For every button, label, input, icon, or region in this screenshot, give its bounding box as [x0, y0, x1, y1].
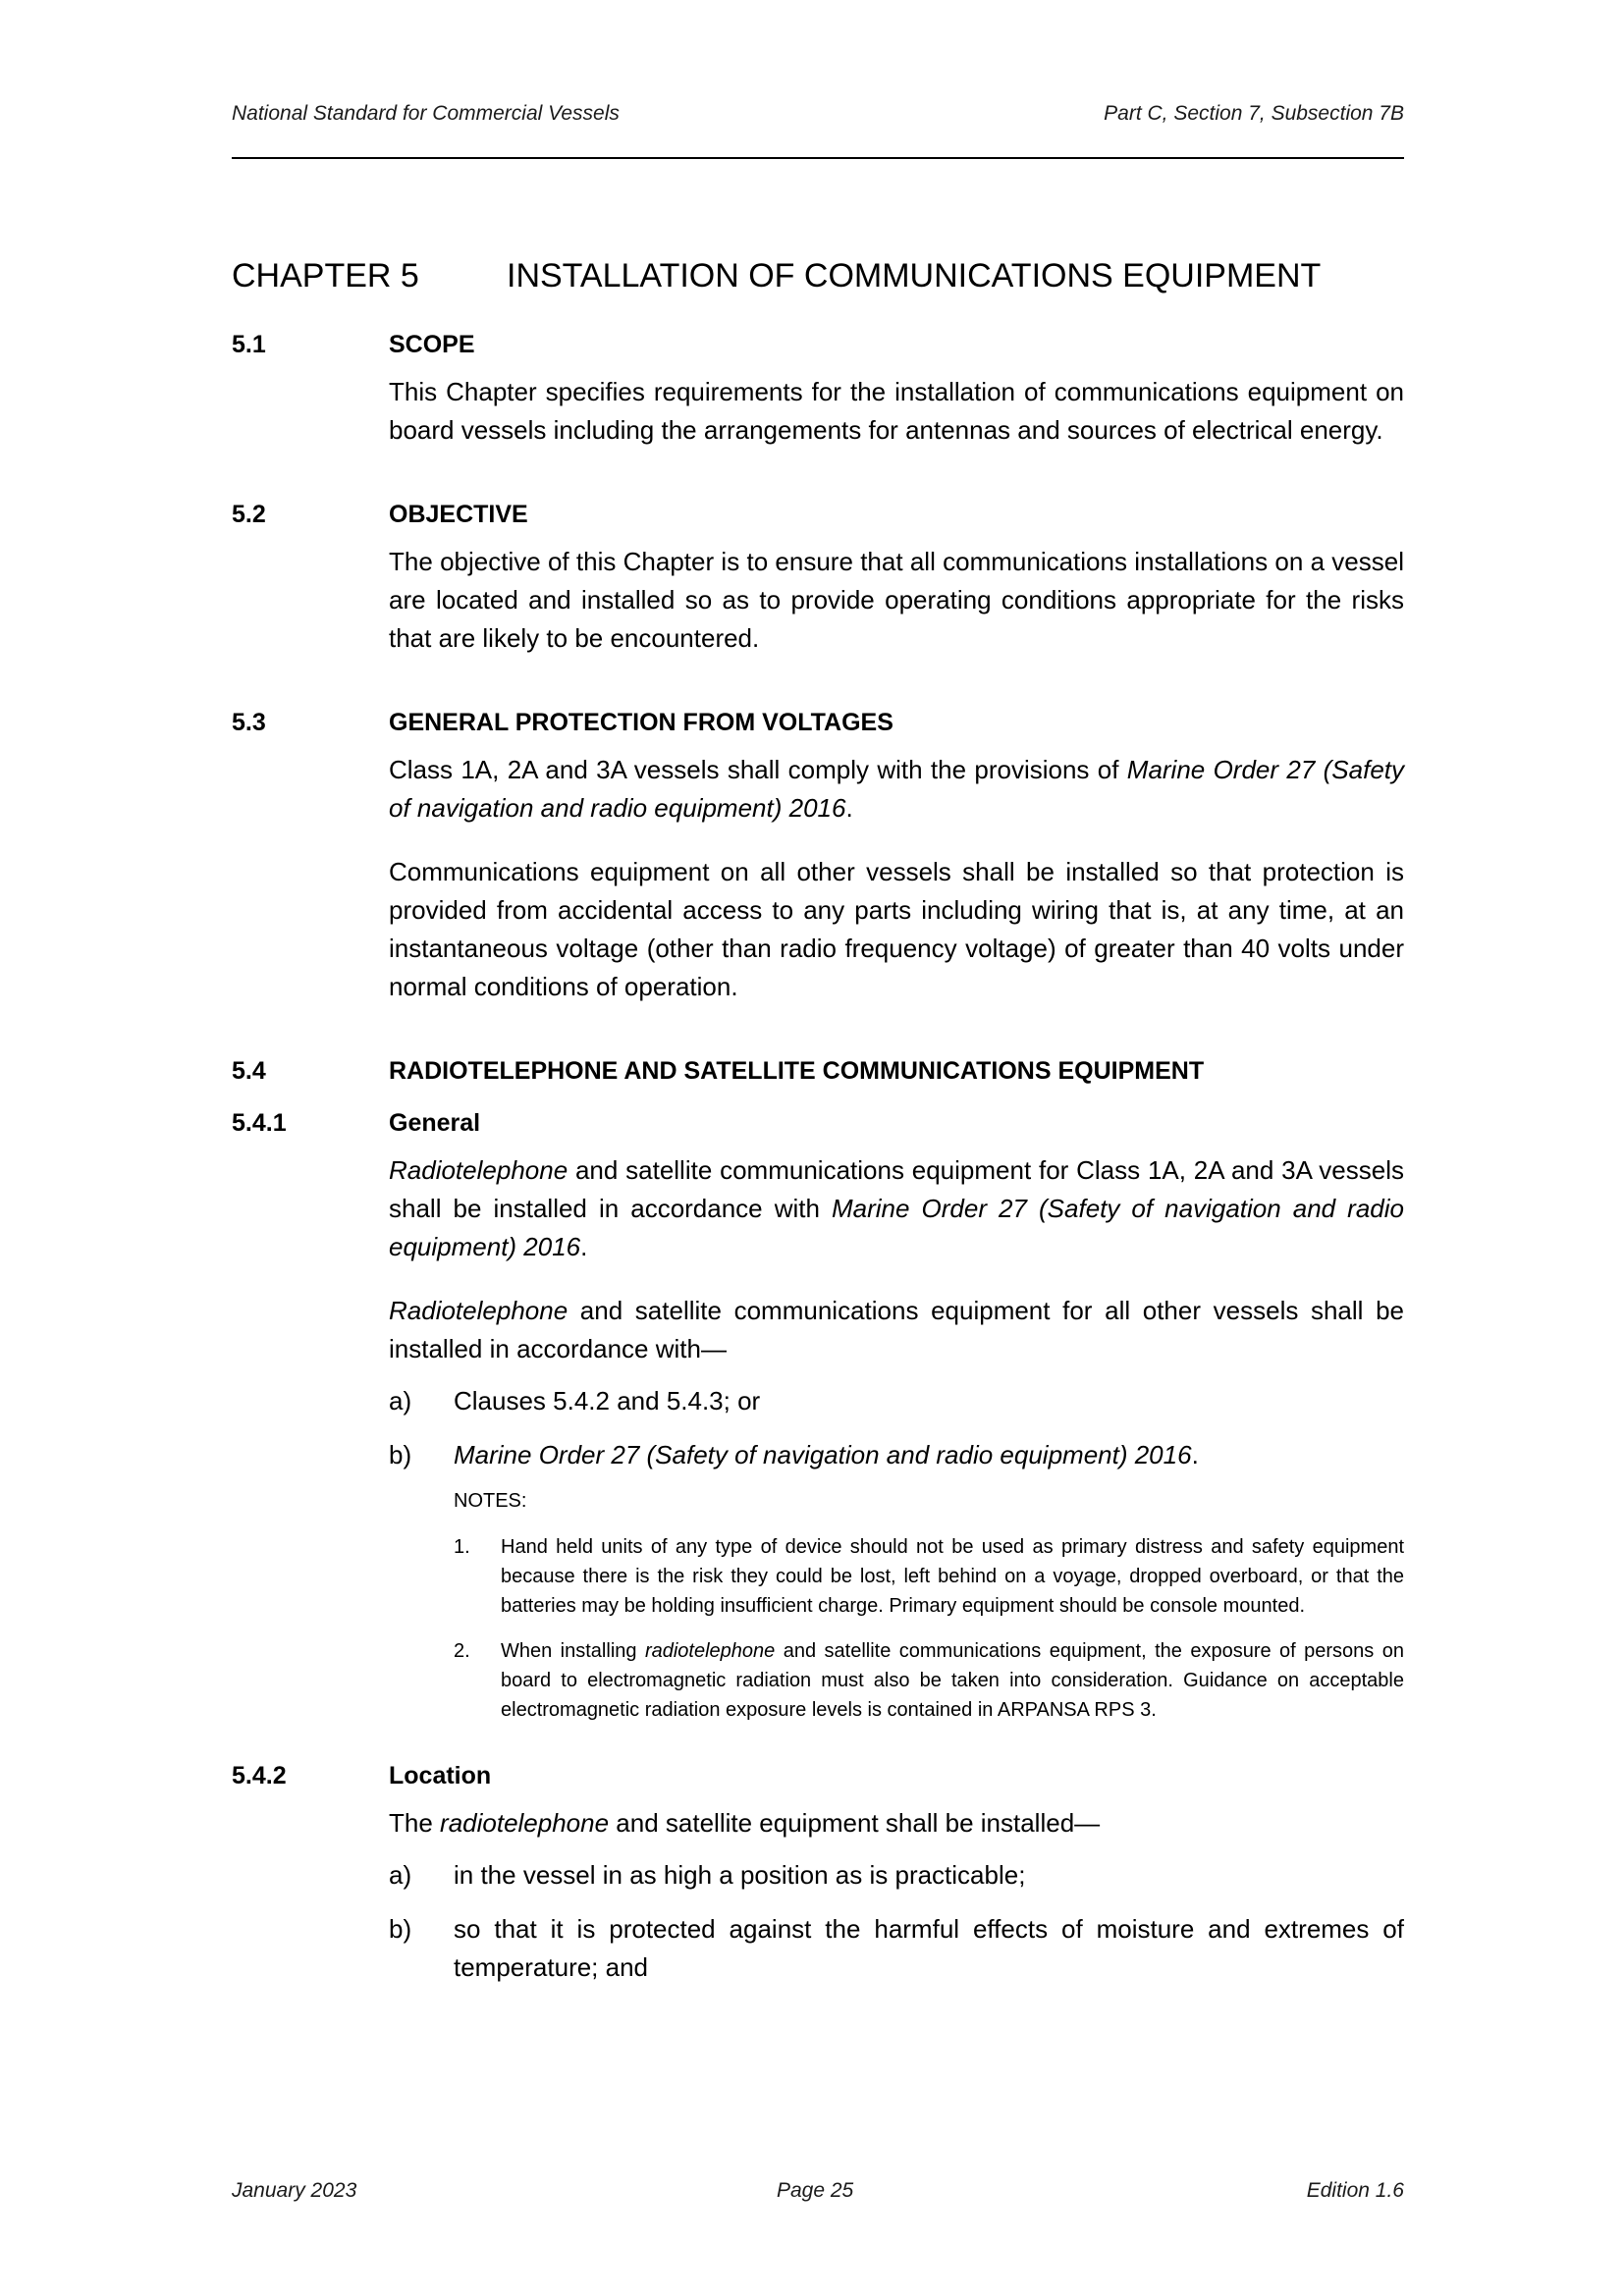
section-heading-5-1 [232, 331, 1404, 359]
marine-order-ref: Marine Order 27 (Safety of navigation and radio equipment) 2016 [454, 1440, 1192, 1469]
section-heading-5-3 [232, 709, 1404, 737]
chapter-title: INSTALLATION OF COMMUNICATIONS EQUIPMENT [507, 257, 1322, 294]
section-title: RADIOTELEPHONE AND SATELLITE COMMUNICATIONS EQUIPMENT [389, 1057, 1205, 1085]
list-item: a) Clauses 5.4.2 and 5.4.3; or [389, 1382, 1404, 1420]
notes-heading: NOTES: [454, 1490, 527, 1512]
chapter-number: CHAPTER 5 [232, 257, 419, 294]
section-title: General [389, 1109, 481, 1137]
page-footer [232, 2179, 1404, 2203]
section-title: OBJECTIVE [389, 501, 528, 528]
page-content [232, 257, 1404, 2002]
header-rule [232, 157, 1404, 159]
objective-paragraph: The objective of this Chapter is to ensure that all communications installations on a vessel are located and installed so as to provide operating conditions appropriate for the risks that are likely to be encountered. [389, 547, 1404, 653]
voltage-paragraph-2: Communications equipment on all other vessels shall be installed so that protection is provided from accidental access to any parts including wiring that is, at any time, at an instantaneous voltage (other than radio frequency voltage) of greater than 40 volts under normal conditions of operation. [389, 857, 1404, 1001]
defined-term: Radiotelephone [389, 1155, 568, 1185]
voltage-paragraph-1: Class 1A, 2A and 3A vessels shall comply with the provisions of Marine Order 27 (Safety of navigation and radio equipment) 2016. [389, 755, 1404, 823]
list-item: a) in the vessel in as high a position as is practicable; [389, 1856, 1404, 1895]
marine-order-ref: Marine Order 27 (Safety of navigation and radio equipment) 2016 [389, 1194, 1404, 1261]
note-number: 1. [454, 1536, 470, 1558]
general-paragraph-1: Radiotelephone and satellite communications equipment for Class 1A, 2A and 3A vessels shall be installed in accordance with Marine Order 27 (Safety of navigation and radio equipment) 2016. [389, 1155, 1404, 1261]
clause-link[interactable]: 5.4.2 [553, 1386, 610, 1415]
section-number: 5.3 [232, 709, 266, 736]
section-number: 5.4.1 [232, 1109, 287, 1137]
section-number: 5.4 [232, 1057, 266, 1085]
list-label: b) [389, 1440, 412, 1469]
section-number: 5.2 [232, 501, 266, 528]
note-text: When installing radiotelephone and satellite communications equipment, the exposure of persons on board to electromagnetic radiation must also be taken into consideration. Guidance on acceptable electromagnetic radiation exposure levels is contained in ARPANSA RPS 3. [501, 1640, 1404, 1721]
location-paragraph: The radiotelephone and satellite equipment shall be installed— [389, 1808, 1101, 1838]
section-heading-5-4-1 [232, 1109, 1404, 1138]
section-heading-5-4 [232, 1057, 1404, 1086]
clause-link[interactable]: 5.4.3 [666, 1386, 724, 1415]
footer-page-number: Page 25 [777, 2179, 854, 2202]
marine-order-ref: Marine Order 27 (Safety of navigation and radio equipment) 2016 [389, 755, 1404, 823]
general-list [389, 1382, 1404, 1474]
list-label: a) [389, 1386, 412, 1415]
list-label: a) [389, 1860, 412, 1890]
defined-term: radiotelephone [644, 1640, 776, 1662]
note-text: Hand held units of any type of device should not be used as primary distress and safety equipment because there is the risk they could be lost, left behind on a voyage, dropped overboard, or that the batteries may be holding insufficient charge. Primary equipment should be console mounted. [501, 1536, 1404, 1617]
footer-edition: Edition 1.6 [1306, 2179, 1404, 2202]
note-item [454, 1636, 1404, 1725]
defined-term: radiotelephone [440, 1808, 610, 1838]
section-number: 5.4.2 [232, 1762, 287, 1789]
chapter-heading [232, 257, 1404, 295]
defined-term: Radiotelephone [389, 1296, 568, 1325]
list-item: b) Marine Order 27 (Safety of navigation and radio equipment) 2016. [389, 1436, 1404, 1474]
section-title: Location [389, 1762, 492, 1789]
section-number: 5.1 [232, 331, 266, 358]
location-list [389, 1856, 1404, 1987]
scope-paragraph: This Chapter specifies requirements for the installation of communications equipment on board vessels including the arrangements for antennas and sources of electrical energy. [389, 377, 1404, 445]
section-heading-5-2 [232, 501, 1404, 529]
general-paragraph-2: Radiotelephone and satellite communications equipment for all other vessels shall be installed in accordance with— [389, 1296, 1404, 1363]
list-label: b) [389, 1914, 412, 1944]
header-left: National Standard for Commercial Vessels [232, 102, 620, 125]
section-title: GENERAL PROTECTION FROM VOLTAGES [389, 709, 893, 736]
list-item: b) so that it is protected against the harmful effects of moisture and extremes of temperature; and [389, 1910, 1404, 1987]
footer-date: January 2023 [232, 2179, 357, 2202]
section-heading-5-4-2 [232, 1762, 1404, 1790]
header-right: Part C, Section 7, Subsection 7B [1104, 102, 1404, 125]
page-header [232, 102, 1404, 126]
note-number: 2. [454, 1640, 470, 1662]
section-title: SCOPE [389, 331, 475, 358]
note-item [454, 1532, 1404, 1621]
